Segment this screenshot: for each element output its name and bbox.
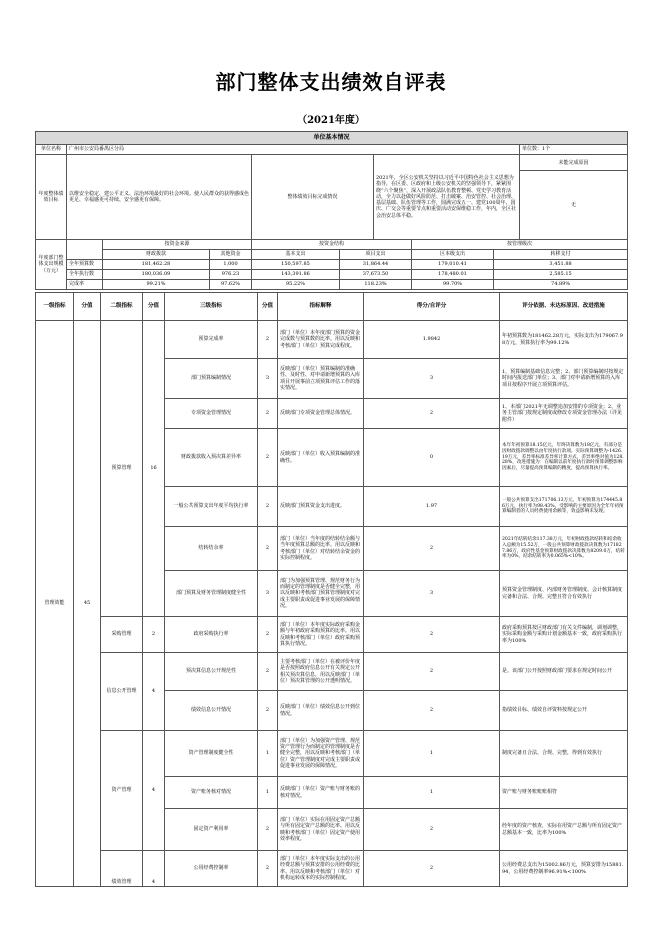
budget-col: 转移支付 <box>494 250 628 260</box>
l3-basis: 1、本部门2021年无调整追加安排的专项资金；2、业务主管部门按规定制度或修改专项资金管理办法（详见附件） <box>500 399 628 429</box>
l3-basis: 公用经费总支出为15002.86万元，预算安排为15881.94，公用经费控制率96.91%<100% <box>500 851 628 887</box>
budget-cell: 99.70% <box>412 280 494 290</box>
l2-name: 信息公开管理 <box>101 653 143 731</box>
table-row <box>36 851 628 887</box>
budget-src-head: 按资金来源 <box>103 240 252 250</box>
l3-basis: 指绩效目标、绩效自评资料按规定公开 <box>500 691 628 731</box>
budget-cell: 118.23% <box>340 280 412 290</box>
budget-cell: 150,597.85 <box>252 260 340 270</box>
l3-name: 财政拨款收入预决算差异率 <box>165 429 258 487</box>
unfinished-label: 未能完成原因 <box>520 156 627 171</box>
budget-row-label: 全年执行数 <box>67 270 103 280</box>
l3-basis: 年初预算数为181462.28万元，实际支出为179067.98万元，预算执行率为99.12% <box>500 321 628 359</box>
l3-name: 政府采购执行率 <box>165 617 258 653</box>
l3-score: 2 <box>258 487 278 527</box>
l3-explain: 部门（单位）当年度的结转结余额与当年度预算总额的比率。用以反映和考核部门（单位）对结转结余资金的实际控制程度。 <box>278 527 364 571</box>
budget-cell: 181,462.28 <box>103 260 210 270</box>
budget-cell: 99.21% <box>103 280 210 290</box>
l3-score: 1 <box>258 777 278 809</box>
l2-name: 预算管理 <box>101 321 143 617</box>
page-title: 部门整体支出绩效自评表 <box>215 70 447 94</box>
l3-basis: 制度完备且合法、合规、完整，得到有效执行 <box>500 731 628 777</box>
l2-name: 资产管理 <box>101 731 143 851</box>
l3-score: 2 <box>258 399 278 429</box>
budget-cell: 2,585.15 <box>494 270 628 280</box>
budget-cell: 143,391.86 <box>252 270 340 280</box>
l3-basis: 本年年初预算18.15亿元，年终决算数为18亿元，有部分是因财政拨款调整以由年度执行款项。实际预算调整为-1426.19万元，差异率标准差异率计算方式，差异率绝对值为128.28%，改进措施为：在编制以前年度执行款时预算调整影响因素后，尽量提高预算编制的精度，提高预算执行率。 <box>500 429 628 487</box>
budget-row-label: 完成率 <box>67 280 103 290</box>
l3-score: 2 <box>258 527 278 571</box>
l3-self-score: 2 <box>364 399 500 429</box>
l3-explain: 部门（单位）为加强资产管理、规范资产管理行为而制定的管理制度是否健全完整，用以反映和考核部门（单位）资产管理制度对完成主要职责或促进事业发展的保障情况。 <box>278 731 364 777</box>
l3-basis: 经年度的资产核查，实际在用资产总额与所有固定资产总额基本一致，比率为100% <box>500 809 628 851</box>
l3-score: 2 <box>258 809 278 851</box>
l3-self-score: 0 <box>364 429 500 487</box>
l2-score: 2 <box>143 617 165 653</box>
l2-score: 4 <box>143 851 165 887</box>
budget-col: 其他资金 <box>210 250 252 260</box>
l3-self-score: 1 <box>364 777 500 809</box>
table-row <box>36 653 628 691</box>
l3-score: 2 <box>258 429 278 487</box>
indicator-table <box>35 292 628 887</box>
goal-label: 年度整体绩效目标 <box>36 155 67 240</box>
l3-basis: 资产账与财务账账账相符 <box>500 777 628 809</box>
l3-self-score: 1 <box>364 731 500 777</box>
budget-cell: 95.22% <box>252 280 340 290</box>
budget-cell: 74.89% <box>494 280 628 290</box>
l3-name: 部门预算编制情况 <box>165 359 258 399</box>
l3-score: 2 <box>258 851 278 887</box>
l3-explain: 部门（单位）本年度实际政府采购金额与年初政府采购预算的比率。用以反映和考核部门（单位）政府采购预算执行情况。 <box>278 617 364 653</box>
header-cell: 得分/自评分 <box>364 293 500 321</box>
l3-self-score: 2 <box>364 851 500 887</box>
budget-cell: 1,000 <box>210 260 252 270</box>
l3-score: 2 <box>258 617 278 653</box>
budget-label: 年度部门整体支出规模（万元） <box>36 240 67 290</box>
budget-col: 基本支出 <box>252 250 340 260</box>
l3-score: 3 <box>258 359 278 399</box>
basic-heading: 单位基本情况 <box>36 132 628 145</box>
budget-row-label: 全年预算数 <box>67 260 103 270</box>
l3-name: 资产账务核对情况 <box>165 777 258 809</box>
l3-basis: 预算资金管理制度、内部财务管理制度、会计核算制度完备和合法、合规、完整且符合有效执行 <box>500 571 628 617</box>
l3-explain: 部门（单位）本年度实际支出的公用经费总额与预算安排的公用经费的比率。用以反映和考核部门（单位）对机构运转成本的实际控制程度。 <box>278 851 364 887</box>
l3-name: 公用经费控制率 <box>165 851 258 887</box>
l3-explain: 反映部门（单位）收入预算编制的准确性。 <box>278 429 364 487</box>
budget-cell: 3,451.88 <box>494 260 628 270</box>
l3-basis: 1、预算编制基础信息完整；2、部门预算编制时按规定时间内报送部门单位；3、部门对申请新增预算的入库项目按程序开展立项预算评估。 <box>500 359 628 399</box>
l3-self-score: 1.9842 <box>364 321 500 359</box>
header-cell: 分值 <box>74 293 101 321</box>
l3-self-score: 3 <box>364 359 500 399</box>
goal-done-text: 2021年，全区公安机关坚持以习近平中国特色社会主义思想为指导，在区委、区政府和上级公安机关的坚强领导下，紧紧围绕“六个聚焦”，深入开展政法队伍教育整顿、党史学习教育活动，全力以赴做好风险防范、打击破案、治安管控、社会治理、基层基础、队伍管理等工作，圆满完成五一、建党100周年、国庆、广交会等重要节点和重要活动安保维稳工作，年内，全区社会治安总体平稳。 <box>374 155 520 240</box>
l3-name: 结转结余率 <box>165 527 258 571</box>
l2-name: 采购管理 <box>101 617 143 653</box>
l3-score: 1 <box>258 731 278 777</box>
basic-info-table <box>35 131 628 290</box>
l3-basis: 是。该部门公开按照财政部门要求在规定时间公开 <box>500 653 628 691</box>
l3-self-score: 2 <box>364 691 500 731</box>
l2-score: 4 <box>143 653 165 731</box>
l1-name: 管理效能 <box>36 321 74 887</box>
budget-col: 区本级支出 <box>412 250 494 260</box>
budget-cell: 180,036.09 <box>103 270 210 280</box>
l3-name: 预算完成率 <box>165 321 258 359</box>
l3-name: 预决算信息公开规范性 <box>165 653 258 691</box>
l3-self-score: 2 <box>364 617 500 653</box>
header-cell: 分值 <box>143 293 165 321</box>
budget-cell: 37,673.50 <box>340 270 412 280</box>
l3-self-score: 3 <box>364 571 500 617</box>
l3-name: 专项资金管理情况 <box>165 399 258 429</box>
l3-explain: 反映部门（单位）资产账与财务账的核对情况。 <box>278 777 364 809</box>
l3-score: 2 <box>258 691 278 731</box>
budget-col: 项目支出 <box>340 250 412 260</box>
table-row <box>36 731 628 777</box>
l3-basis: 2021年结转结余117.38万元，年初财政拨款结转和结余收入总额为15.52万，一般公共预算财政拨款决算数为171827.86万，政府性基金预算财政拨款决算数为8209.0万，结转率为0%，结余结转率为0.065%<10%。 <box>500 527 628 571</box>
budget-cell: 31,864.44 <box>340 260 412 270</box>
year-subtitle: （2021年度） <box>297 115 365 126</box>
l3-explain: 部门（单位）本年度部门预算的资金完成数与预算数的比率。用以反映和考核部门（单位）预算完成程度。 <box>278 321 364 359</box>
unfinished-value: 无 <box>571 201 577 208</box>
l3-name: 固定资产利用率 <box>165 809 258 851</box>
header-cell: 一级指标 <box>36 293 74 321</box>
l3-name: 一般公共预算支出年度平均执行率 <box>165 487 258 527</box>
l2-score: 16 <box>143 321 165 617</box>
l3-explain: 部门为加强预算管理、规范财务行为而制定的管理制度是否健全完整，用以反映和考核部门预算管理制度对完成主要职责或促进事业发展的保障情况。 <box>278 571 364 617</box>
goal-text: 以维安全稳定、建公平正义、法治环境最好的社会环境。使人民群众的获得感成色更足、幸福感更可持续、安全感更有保障。 <box>67 155 252 240</box>
budget-level-head: 按管理级次 <box>412 240 628 250</box>
l3-self-score: 2 <box>364 653 500 691</box>
table-row <box>36 321 628 359</box>
l3-explain: 主要考核部门（单位）在被评价年度是否按照政府信息公开有关规定公开相关预决算信息，用以反映部门（单位）预决算管理的公开透明情况。 <box>278 653 364 691</box>
l3-score: 2 <box>258 653 278 691</box>
budget-cell: 97.62% <box>210 280 252 290</box>
l3-basis: 政府采购预算按区财政部门有关文件编制，调剂调整，实际采购金额与采购计划金额基本一致，政府采购执行率为100% <box>500 617 628 653</box>
l3-score: 3 <box>258 571 278 617</box>
budget-struct-head: 按资金结构 <box>252 240 412 250</box>
l3-self-score: 2 <box>364 527 500 571</box>
header-cell: 分值 <box>258 293 278 321</box>
budget-col-heads <box>36 250 628 260</box>
l3-explain: 反映部门（单位）绩效信息公开到位情况。 <box>278 691 364 731</box>
l3-self-score: 2 <box>364 809 500 851</box>
l3-name: 资产管理制度健全性 <box>165 731 258 777</box>
l3-name: 部门预算及财务管理制度健全性 <box>165 571 258 617</box>
header-cell: 指标解释 <box>278 293 364 321</box>
l3-score: 2 <box>258 321 278 359</box>
l3-basis: 一般公共预算支出171706.13万元，年初预算为174445.86万元，执行率为98.43%，受影响的主要原因为全年年初预算编制者的人员经费使用余额等，效益影响未发现。 <box>500 487 628 527</box>
budget-cell: 178,480.01 <box>412 270 494 280</box>
unit-name-value: 广州市公安局番禺区分局 <box>67 145 520 155</box>
l3-explain: 反映部门（单位）预算编制的准确性、及时性、对申请新增预算的入库项目开展事前立项预算评估工作的落实情况。 <box>278 359 364 399</box>
budget-cell: 976.23 <box>210 270 252 280</box>
budget-col: 财政拨款 <box>103 250 210 260</box>
l3-explain: 部门（单位）实际在用固定资产总额与所有固定资产总额的比率。用以反映和考核部门（单位）固定资产使用效率程度。 <box>278 809 364 851</box>
l3-explain: 反映部门预算资金支出进度。 <box>278 487 364 527</box>
header-row <box>36 293 628 321</box>
header-cell: 三级指标 <box>165 293 258 321</box>
budget-cell: 179,010.41 <box>412 260 494 270</box>
l2-name: 绩效管理 <box>101 851 143 887</box>
l3-explain: 反映部门专项资金管理总体情况。 <box>278 399 364 429</box>
budget-row <box>36 260 628 270</box>
table-row <box>36 617 628 653</box>
budget-row <box>36 270 628 280</box>
l3-name: 绩效信息公开情况 <box>165 691 258 731</box>
header-cell: 二级指标 <box>101 293 143 321</box>
goal-done-label: 整体绩效目标完成情况 <box>252 155 374 240</box>
unfinished-block <box>520 155 628 240</box>
l3-self-score: 1.97 <box>364 487 500 527</box>
l2-score: 4 <box>143 731 165 851</box>
l1-score: 45 <box>74 321 101 887</box>
budget-row <box>36 280 628 290</box>
unit-count: 单位数：1个 <box>520 145 628 155</box>
unit-name-label: 单位名称 <box>36 145 67 155</box>
header-cell: 评分依据、未达标原因、改进措施 <box>500 293 628 321</box>
